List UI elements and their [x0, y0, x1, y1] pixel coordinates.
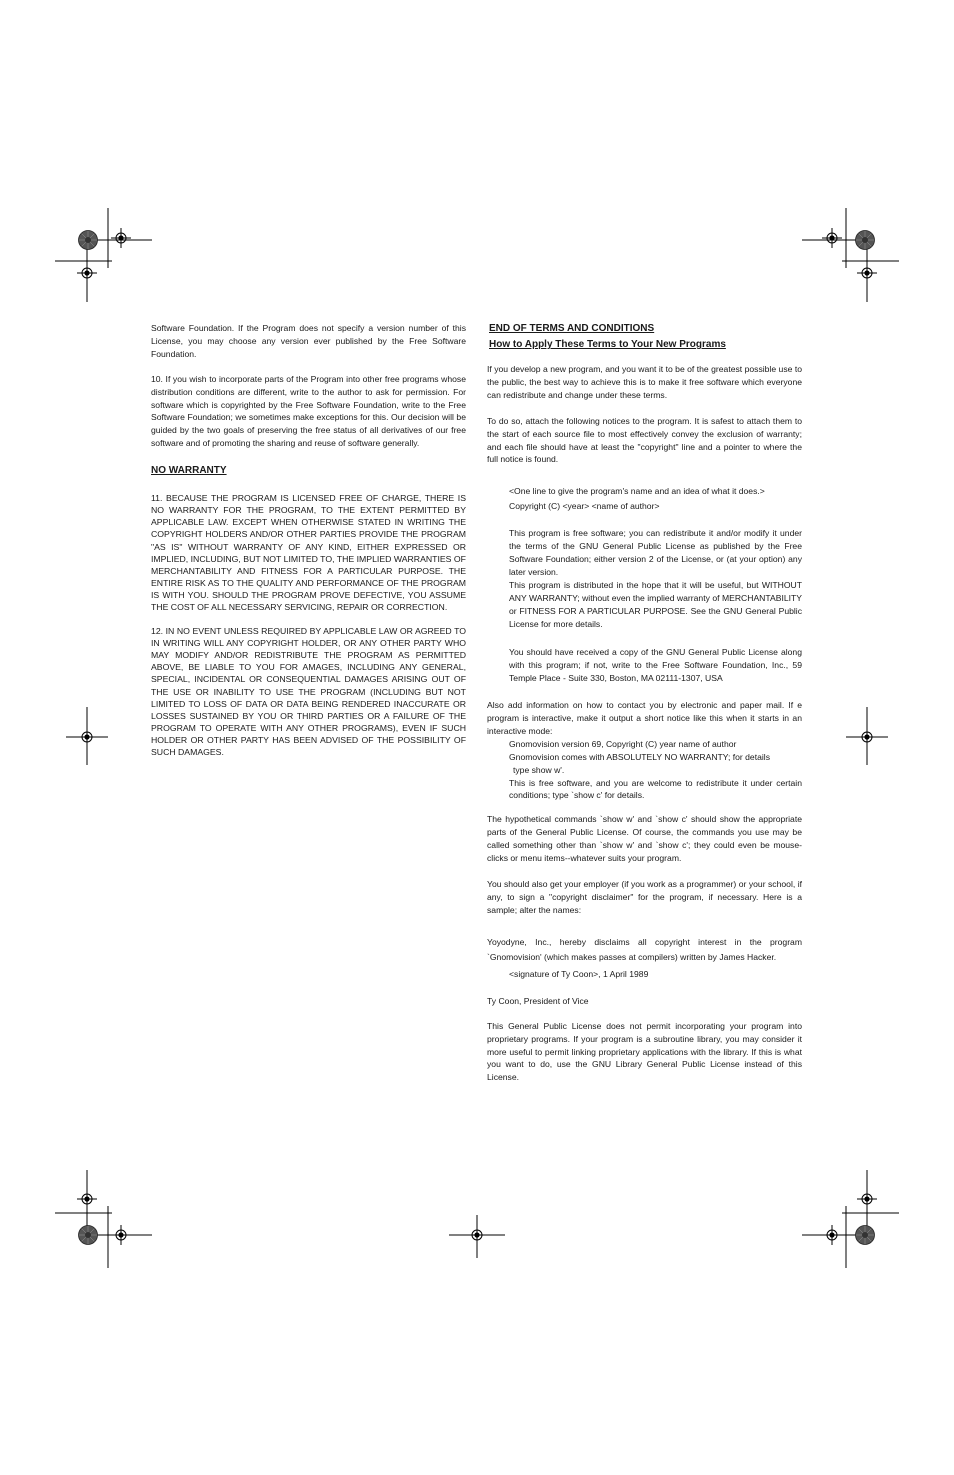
notice-distributed: This program is distributed in the hope that it will be useful, but WITHOUT ANY WARRANTY; without even the implied warranty of MERCHANTABILITY or FITNESS FOR A PARTICULAR PURPOSE. See the GNU General Public License for more details. — [509, 579, 802, 629]
notice-line-program-name: <One line to give the program's name and an idea of what it does.> — [509, 486, 765, 497]
interactive-line-free-software: This is free software, and you are welcome to redistribute it under certain conditions; type `show c' for details. — [509, 777, 802, 801]
notice-free-software: This program is free software; you can redistribute it and/or modify it under the terms of the GNU General Public License as published by the Free Software Foundation; either version 2 of the License, or (at your option) any later version. — [509, 528, 802, 577]
interactive-line-show-w: type show w'. — [513, 764, 565, 775]
paragraph-to-do-so: To do so, attach the following notices to the program. It is safest to attach them to the start of each source file to most effectively convey the exclusion of warranty; and each file should have at least the "copyright" line and a pointer to where the full notice is found. — [487, 415, 802, 465]
heading-how-to-apply: How to Apply These Terms to Your New Programs — [489, 339, 726, 350]
crop-mark-bottom-left — [55, 1170, 152, 1268]
interactive-line-warranty: Gnomovision comes with ABSOLUTELY NO WARRANTY; for details — [509, 751, 770, 762]
paragraph-software-foundation: Software Foundation. If the Program does not specify a version number of this License, you may choose any version ever published by the Free Software Foundation. — [151, 323, 466, 359]
paragraph-library: This General Public License does not permit incorporating your program into proprietary programs. If your program is a subroutine library, you may consider it more useful to permit linking proprietary applications with the library. If this is what you want to do, use the GNU Library General Public License instead of this License. — [487, 1020, 802, 1083]
paragraph-also-add: Also add information on how to contact you by electronic and paper mail. If e program is interactive, make it output a short notice like this when it starts in an interactive mode: — [487, 700, 802, 736]
left-column — [151, 322, 466, 758]
heading-end-of-terms: END OF TERMS AND CONDITIONS — [489, 323, 655, 334]
crop-mark-middle-left — [66, 707, 108, 765]
paragraph-section-10: 10. If you wish to incorporate parts of the Program into other free programs whose distribution conditions are different, write to the author to ask for permission. For software which is copyrighted by the Free Software Foundation, write to the Free Software Foundation; we sometimes make exceptions for this. Our decision will be guided by the two goals of preserving the free status of all derivatives of our free software and of promoting the sharing and reuse of software generally. — [151, 373, 466, 449]
crop-mark-bottom-right — [802, 1170, 899, 1268]
heading-no-warranty: NO WARRANTY — [151, 465, 227, 477]
paragraph-section-12: 12. IN NO EVENT UNLESS REQUIRED BY APPLICABLE LAW OR AGREED TO IN WRITING WILL ANY COPYRIGHT HOLDER, OR ANY OTHER PARTY WHO MAY MODIFY AND/OR REDISTRIBUTE THE PROGRAM AS PERMITTED ABOVE, BE LIABLE TO YOU FOR AMAGES, INCLUDING ANY GENERAL, SPECIAL, INCIDENTAL OR CONSEQUENTIAL DAMAGES ARISING OUT OF THE USE OR INABILITY TO USE THE PROGRAM (INCLUDING BUT NOT LIMITED TO LOSS OF DATA OR DATA BEING RENDERED INACCURATE OR LOSSES SUSTAINED BY YOU OR THIRD PARTIES OR A FAILURE OF THE PROGRAM TO OPERATE WITH ANY OTHER PROGRAMS), EVEN IF SUCH HOLDER OR OTHER PARTY HAS BEEN ADVISED OF THE POSSIBILITY OF SUCH DAMAGES. — [151, 626, 466, 758]
interactive-line-version: Gnomovision version 69, Copyright (C) year name of author — [509, 738, 737, 749]
notice-received-copy: You should have received a copy of the GNU General Public License along with this program; if not, write to the Free Software Foundation, Inc., 59 Temple Place - Suite 330, Boston, MA 02111-1307, USA — [509, 647, 802, 684]
signature-line: <signature of Ty Coon>, 1 April 1989 — [509, 968, 649, 979]
sample-notice — [487, 485, 802, 685]
interactive-notice — [487, 738, 802, 803]
crop-mark-top-right — [802, 208, 899, 302]
right-column — [487, 322, 802, 1084]
crop-mark-bottom-center — [449, 1215, 505, 1258]
signer-name: Ty Coon, President of Vice — [487, 995, 589, 1006]
paragraph-employer: You should also get your employer (if you work as a programmer) or your school, if any, to sign a "copyright disclaimer" for the program, if necessary. Here is a sample; alter the names: — [487, 879, 802, 915]
paragraph-yoyodyne: Yoyodyne, Inc., hereby disclaims all copyright interest in the program `Gnomovision' (which makes passes at compilers) written by James Hacker. — [487, 936, 802, 963]
notice-line-copyright: Copyright (C) <year> <name of author> — [509, 501, 660, 512]
crop-mark-top-left — [55, 208, 152, 302]
paragraph-hypothetical-commands: The hypothetical commands `show w' and `show c' should show the appropriate parts of the General Public License. Of course, the commands you use may be called something other than `show w' and `show c'; they could even be mouse-clicks or menu items--whatever suits your program. — [487, 814, 802, 864]
paragraph-section-11: 11. BECAUSE THE PROGRAM IS LICENSED FREE OF CHARGE, THERE IS NO WARRANTY FOR THE PROGRAM, TO THE EXTENT PERMITTED BY APPLICABLE LAW. EXCEPT WHEN OTHERWISE STATED IN WRITING THE COPYRIGHT HOLDERS AND/OR OTHER PARTIES PROVIDE THE PROGRAM "AS IS" WITHOUT WARRANTY OF ANY KIND, EITHER EXPRESSED OR IMPLIED, INCLUDING, BUT NOT LIMITED TO, THE IMPLIED WARRANTIES OF MERCHANTABILITY AND FITNESS FOR A PARTICULAR PURPOSE. THE ENTIRE RISK AS TO THE QUALITY AND PERFORMANCE OF THE PROGRAM IS WITH YOU. SHOULD THE PROGRAM PROVE DEFECTIVE, YOU ASSUME THE COST OF ALL NECESSARY SERVICING, REPAIR OR CORRECTION. — [151, 493, 466, 612]
crop-mark-middle-right — [846, 707, 888, 765]
paragraph-develop: If you develop a new program, and you want it to be of the greatest possible use to the public, the best way to achieve this is to make it free software which everyone can redistribute and change under these terms. — [487, 364, 802, 400]
